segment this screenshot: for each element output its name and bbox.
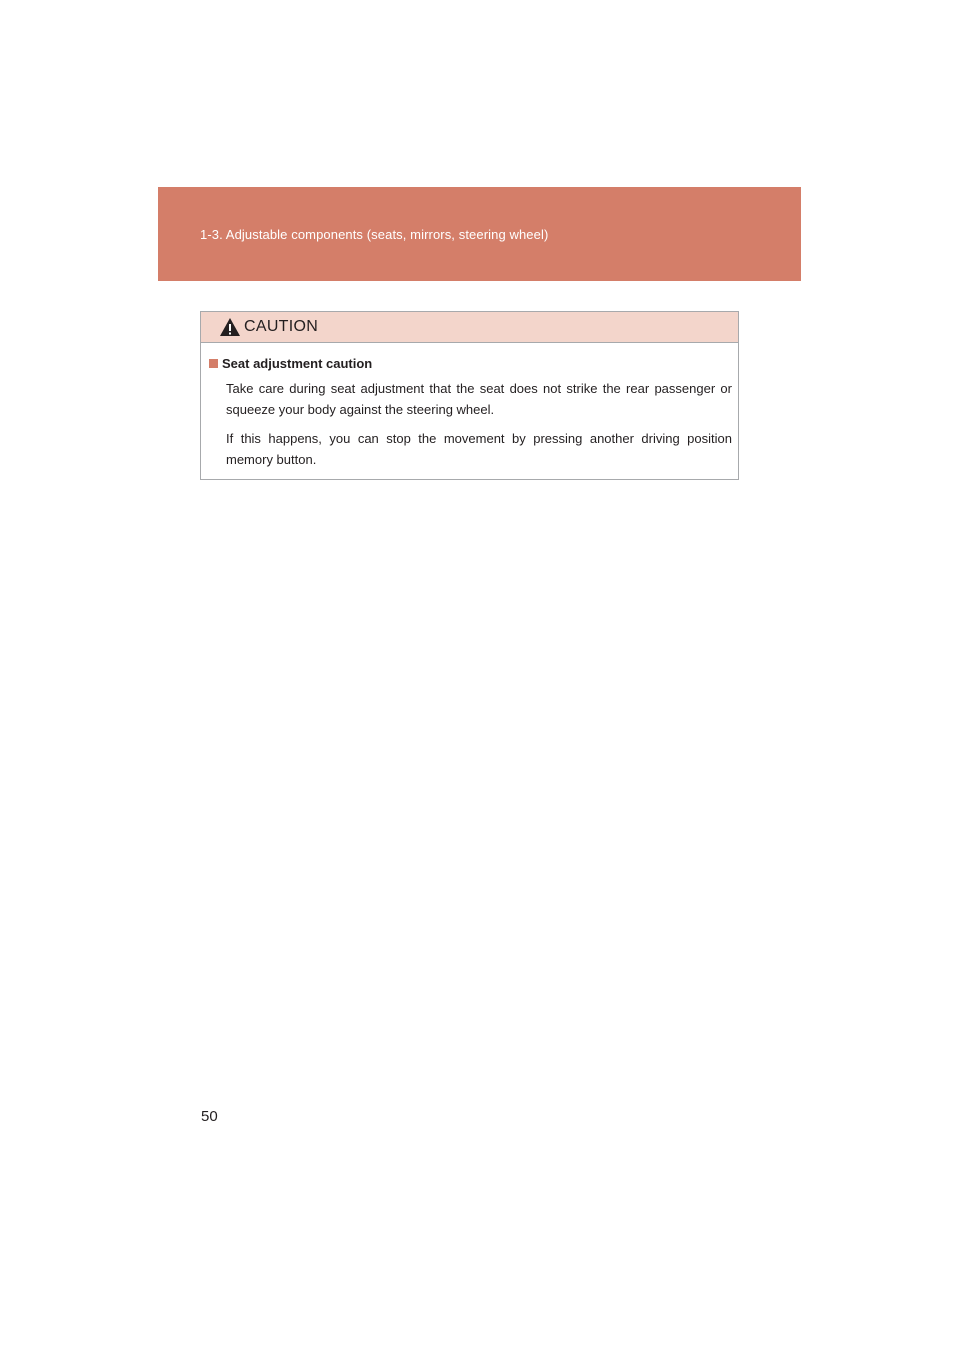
section-heading-text: Seat adjustment caution [222,356,373,371]
chapter-header-band [158,187,801,281]
square-bullet-icon [209,359,218,368]
chapter-breadcrumb: 1-3. Adjustable components (seats, mirrors, steering wheel) [200,227,549,242]
caution-paragraph: If this happens, you can stop the movement by pressing another driving position memory button. [226,431,732,467]
warning-triangle-icon [219,317,241,337]
page-number: 50 [201,1108,218,1125]
caution-header [201,312,738,343]
caution-box [200,311,739,480]
caution-body [201,343,738,470]
section-heading [209,356,732,371]
caution-label: CAUTION [244,318,319,335]
caution-paragraph: Take care during seat adjustment that the seat does not strike the rear passenger or squeeze your body against the steering wheel. [226,381,732,417]
